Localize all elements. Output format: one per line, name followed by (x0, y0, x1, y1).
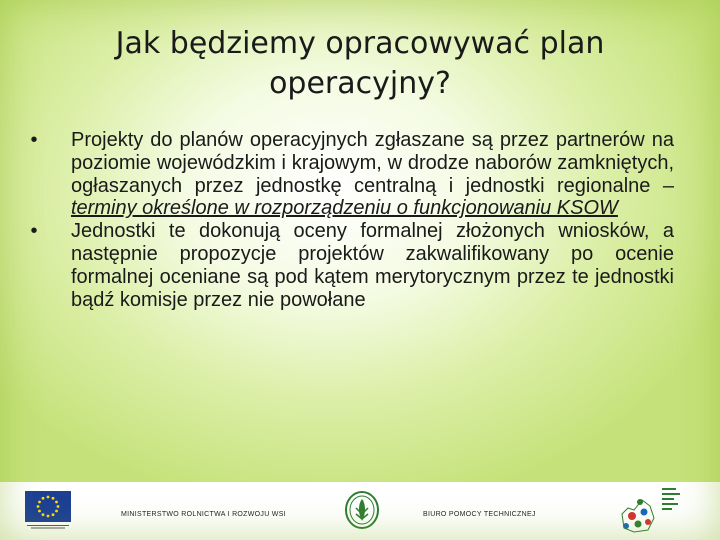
bullet-item (24, 220, 674, 311)
footer-bar (0, 482, 720, 540)
leader-caption-decoration (662, 488, 686, 519)
bullet-dot: • (30, 129, 38, 151)
bullet-dot: • (30, 220, 38, 243)
bullet-text: Jednostki te dokonują oceny formalnej złożonych wniosków, a następnie propozycje projektów zakwalifikowany po ocenie formalnej oceniane są pod kątem merytorycznym przez te jednostki bądź komisje przez nie powołane (71, 220, 674, 311)
office-label: BIURO POMOCY TECHNICZNEJ (423, 511, 536, 518)
slide-title: Jak będziemy opracowywać plan operacyjny? (115, 26, 605, 101)
leader-logo-icon (614, 486, 662, 540)
bullet-list (24, 129, 674, 311)
bullet-item (24, 129, 674, 220)
bullet-text: Projekty do planów operacyjnych zgłaszane są przez partnerów na poziomie wojewódzkim i krajowym, w drodze naborów zamkniętych, ogłaszanych przez jednostkę centralną i jednostki regionalne – (71, 129, 674, 197)
ministry-label: MINISTERSTWO ROLNICTWA I ROZWOJU WSI (121, 511, 286, 518)
eu-caption-decoration (25, 524, 71, 530)
bullet-emphasis: terminy określone w rozporządzeniu o funkcjonowaniu KSOW (71, 197, 618, 220)
ministry-emblem-icon (344, 490, 380, 534)
eu-flag-icon (25, 491, 71, 522)
